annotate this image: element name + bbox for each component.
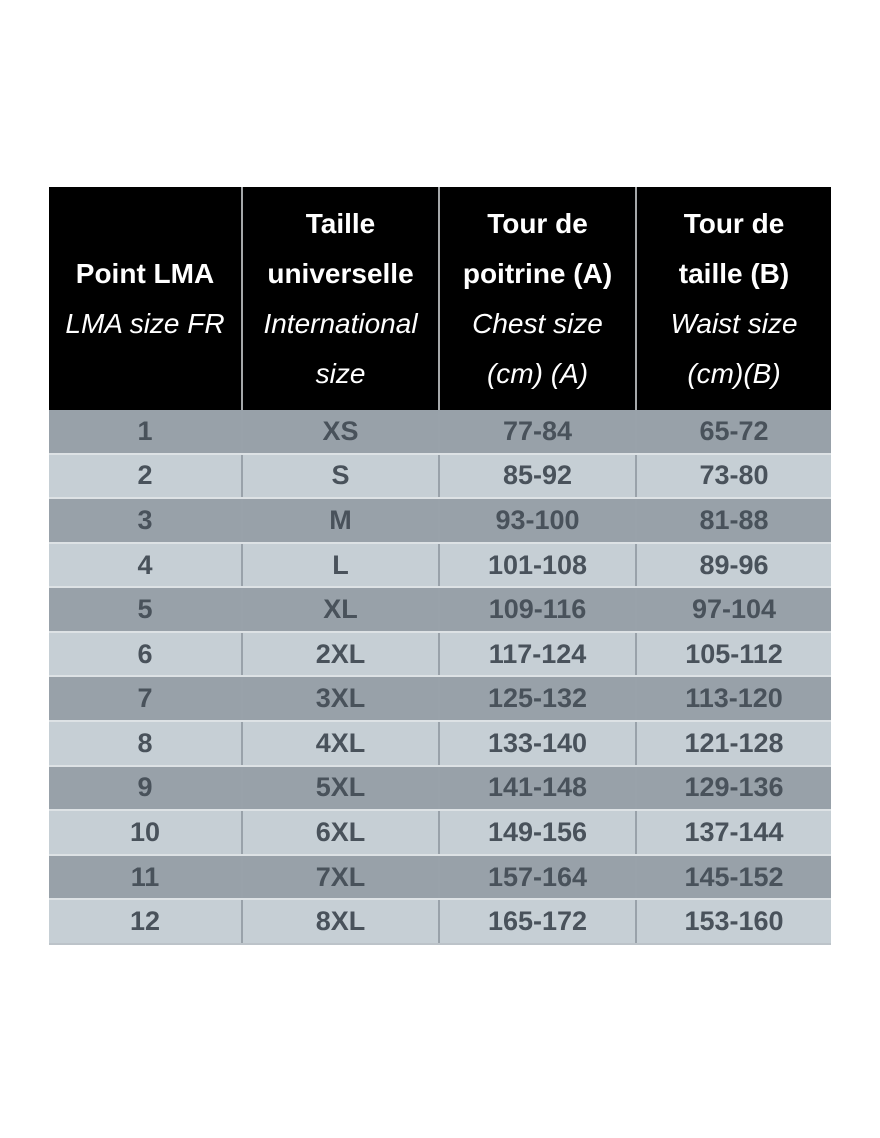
cell-size-fr: 11 — [130, 861, 160, 892]
cell-size-fr: 6 — [137, 638, 153, 669]
cell-waist-cm: 81-88 — [635, 499, 831, 542]
cell-size-international: 2XL — [241, 633, 438, 676]
cell-size-international: XS — [241, 410, 438, 453]
header-fr-line: poitrine (A) — [462, 257, 613, 289]
header-en-line: Waist size — [670, 307, 798, 339]
header-fr-line: Taille — [305, 207, 376, 239]
size-chart-table — [49, 187, 831, 945]
cell-chest-cm: 109-116 — [438, 588, 635, 631]
header-fr-line: Tour de — [683, 207, 785, 239]
cell-size-international: 6XL — [241, 811, 438, 854]
cell-chest-cm: 133-140 — [438, 722, 635, 765]
table-body — [49, 410, 831, 945]
cell-chest-cm: 141-148 — [438, 767, 635, 810]
table-row — [49, 720, 831, 765]
cell-waist-cm: 73-80 — [635, 455, 831, 498]
cell-waist-cm: 153-160 — [635, 900, 831, 943]
cell-size-fr: 2 — [137, 460, 153, 491]
table-row — [49, 765, 831, 810]
header-en-line: International — [263, 307, 418, 339]
cell-size-fr: 10 — [129, 816, 161, 847]
header-fr-line: Tour de — [487, 207, 588, 239]
cell-size-international: L — [241, 544, 438, 587]
cell-size-international: 5XL — [241, 767, 438, 810]
table-row — [49, 586, 831, 631]
cell-size-international: M — [241, 499, 438, 542]
table-row — [49, 809, 831, 854]
header-en-line: (cm)(B) — [687, 357, 781, 389]
cell-size-fr: 9 — [137, 772, 153, 803]
cell-chest-cm: 85-92 — [438, 455, 635, 498]
header-cell-waist-size — [635, 187, 831, 410]
cell-size-international: 4XL — [241, 722, 438, 765]
header-cell-point-lma — [49, 187, 241, 410]
cell-waist-cm: 137-144 — [635, 811, 831, 854]
cell-waist-cm: 105-112 — [635, 633, 831, 676]
cell-waist-cm: 97-104 — [635, 588, 831, 631]
cell-size-international: S — [241, 455, 438, 498]
cell-chest-cm: 117-124 — [438, 633, 635, 676]
header-en-line: (cm) (A) — [486, 357, 589, 389]
header-en-line: Chest size — [472, 307, 603, 339]
cell-chest-cm: 157-164 — [438, 856, 635, 899]
cell-chest-cm: 165-172 — [438, 900, 635, 943]
cell-waist-cm: 113-120 — [635, 677, 831, 720]
cell-size-fr: 4 — [137, 549, 153, 580]
cell-chest-cm: 77-84 — [438, 410, 635, 453]
header-cell-chest-size — [438, 187, 635, 410]
header-fr-line: Point LMA — [75, 257, 215, 289]
header-fr-line: universelle — [267, 257, 414, 289]
cell-waist-cm: 89-96 — [635, 544, 831, 587]
cell-chest-cm: 101-108 — [438, 544, 635, 587]
header-en-line: size — [315, 357, 366, 389]
cell-chest-cm: 93-100 — [438, 499, 635, 542]
cell-size-fr: 5 — [137, 594, 153, 625]
table-row — [49, 542, 831, 587]
table-row — [49, 410, 831, 453]
cell-chest-cm: 125-132 — [438, 677, 635, 720]
cell-size-fr: 1 — [137, 415, 153, 446]
table-row — [49, 497, 831, 542]
cell-waist-cm: 145-152 — [635, 856, 831, 899]
cell-waist-cm: 65-72 — [635, 410, 831, 453]
cell-size-international: XL — [241, 588, 438, 631]
header-en-line: LMA size FR — [65, 307, 225, 339]
header-fr-line: taille (B) — [678, 257, 790, 289]
cell-size-international: 8XL — [241, 900, 438, 943]
table-header-row — [49, 187, 831, 410]
cell-chest-cm: 149-156 — [438, 811, 635, 854]
cell-size-fr: 3 — [137, 504, 153, 535]
cell-waist-cm: 129-136 — [635, 767, 831, 810]
cell-size-international: 3XL — [241, 677, 438, 720]
table-row — [49, 898, 831, 943]
cell-size-fr: 12 — [129, 906, 161, 937]
table-row — [49, 675, 831, 720]
table-row — [49, 854, 831, 899]
header-cell-international-size — [241, 187, 438, 410]
cell-size-fr: 7 — [137, 683, 153, 714]
table-row — [49, 453, 831, 498]
cell-size-fr: 8 — [137, 727, 153, 758]
table-row — [49, 631, 831, 676]
cell-size-international: 7XL — [241, 856, 438, 899]
cell-waist-cm: 121-128 — [635, 722, 831, 765]
